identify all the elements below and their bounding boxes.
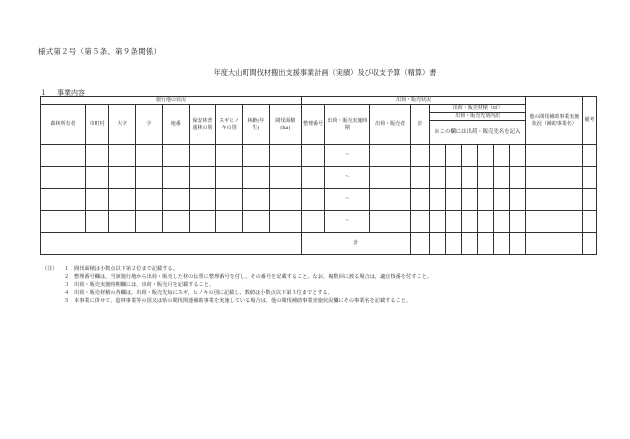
document-title: 年度大山町間伐材搬出支援事業計画（実績）及び収支予算（精算）書 [213,68,437,77]
cell-buyer[interactable] [370,145,411,167]
cell-species[interactable] [216,189,243,211]
cell-oaza[interactable] [109,167,136,189]
cell-sales-period[interactable]: ～ [325,145,370,167]
cell-volume-2[interactable] [446,189,462,211]
col-destination-breakdown: 出荷・販売先別内訳 [430,113,526,121]
cell-sales-period[interactable]: ～ [325,211,370,233]
cell-total[interactable] [410,211,429,233]
cell-protection-forest[interactable] [189,211,216,233]
cell-aza[interactable] [136,211,163,233]
note-item [42,273,432,281]
table-row [41,167,597,189]
cell-volume-2[interactable] [446,211,462,233]
cell-other-subsidy[interactable] [526,211,583,233]
note-item [42,265,432,273]
total-other-subsidy[interactable] [526,233,583,255]
note-text: 本事業に併せて，造林事業等の国又は県の間伐関連補助事業を実施している場合は，他の間伐補助事業実施状況欄にその事業名を記載すること。 [74,298,412,304]
col-oaza: 大字 [109,105,136,145]
cell-oaza[interactable] [109,189,136,211]
cell-volume-1[interactable] [430,211,446,233]
cell-age[interactable] [243,211,270,233]
cell-aza[interactable] [136,145,163,167]
col-sales-period: 出荷・販売実施時期 [325,105,370,145]
note-text: 間伐面積は小数点以下第２位まで記載する。 [74,266,178,272]
cell-remarks[interactable] [583,145,597,167]
cell-lot[interactable] [162,145,189,167]
cell-lot[interactable] [162,167,189,189]
total-row [41,233,597,255]
cell-ref-no[interactable] [301,145,325,167]
cell-municipality[interactable] [85,145,109,167]
cell-other-subsidy[interactable] [526,189,583,211]
cell-volume-6[interactable] [510,189,526,211]
cell-other-subsidy[interactable] [526,145,583,167]
cell-total[interactable] [410,167,429,189]
note-number: １ [64,266,70,272]
note-text: 出荷・販売材積の各欄は，出荷・販売先毎にスギ，ヒノキの別に記載し，数値は小数点以下第３位までとする。 [74,290,333,296]
header-thinning-site: 施行地の状況 [41,97,302,105]
cell-age[interactable] [243,145,270,167]
total-volume-6[interactable] [510,233,526,255]
total-sum[interactable] [410,233,429,255]
note-number: ４ [64,290,70,296]
cell-lot[interactable] [162,189,189,211]
col-age: 林齢(年生) [243,105,270,145]
cell-ref-no[interactable] [301,211,325,233]
cell-volume-2[interactable] [446,167,462,189]
cell-volume-3[interactable] [462,211,478,233]
note-number: ５ [64,298,70,304]
note-text: 整理番号欄は，当該施行地から出荷・販売した材の伝票に整理番号を付し，その番号を記載すること。なお，複数回に渡る場合は，適宜枝番を付すこと。 [74,274,432,280]
note-item [42,289,432,297]
header-other-subsidy: 他の間伐補助事業実施状況（補助事業名） [526,97,583,145]
col-timber-volume: 出荷・販売材積（㎥） [430,105,526,113]
cell-ref-no[interactable] [301,167,325,189]
notes [42,265,432,305]
cell-buyer[interactable] [370,189,411,211]
cell-municipality[interactable] [85,167,109,189]
cell-volume-6[interactable] [510,145,526,167]
cell-owner[interactable] [41,189,86,211]
total-volume-3[interactable] [462,233,478,255]
cell-thinning-area[interactable] [269,167,301,189]
cell-owner[interactable] [41,211,86,233]
cell-volume-5[interactable] [494,145,510,167]
cell-protection-forest[interactable] [189,189,216,211]
project-table [40,96,597,255]
cell-volume-5[interactable] [494,167,510,189]
cell-thinning-area[interactable] [269,145,301,167]
col-protection-forest: 保安林普通林の別 [189,105,216,145]
note-text: 出荷・販売実施時期欄には，出荷・販売月を記載すること。 [74,282,215,288]
total-volume-4[interactable] [478,233,494,255]
cell-species[interactable] [216,145,243,167]
note-number: ３ [64,282,70,288]
cell-sales-period[interactable]: ～ [325,167,370,189]
cell-other-subsidy[interactable] [526,167,583,189]
notes-label: （注） [42,266,58,272]
cell-volume-5[interactable] [494,189,510,211]
total-volume-1[interactable] [430,233,446,255]
note-item [42,281,432,289]
col-destination-note: ※この欄には出荷・販売先名を記入 [430,121,526,145]
cell-oaza[interactable] [109,211,136,233]
cell-thinning-area[interactable] [269,189,301,211]
table-row [41,211,597,233]
cell-municipality[interactable] [85,211,109,233]
cell-thinning-area[interactable] [269,211,301,233]
cell-owner[interactable] [41,145,86,167]
cell-municipality[interactable] [85,189,109,211]
col-aza: 字 [136,105,163,145]
col-municipality: 市町村 [85,105,109,145]
cell-species[interactable] [216,167,243,189]
cell-aza[interactable] [136,167,163,189]
cell-volume-3[interactable] [462,145,478,167]
col-lot: 地番 [162,105,189,145]
cell-volume-2[interactable] [446,145,462,167]
cell-lot[interactable] [162,211,189,233]
cell-volume-1[interactable] [430,167,446,189]
cell-aza[interactable] [136,189,163,211]
total-label: 計 [301,233,410,255]
note-item [42,297,432,305]
col-ref-no: 整理番号 [301,105,325,145]
total-blank [41,233,302,255]
cell-buyer[interactable] [370,167,411,189]
cell-volume-5[interactable] [494,211,510,233]
section-label: 事業内容 [57,89,85,97]
col-thinning-area: 間伐面積(ha) [269,105,301,145]
col-species: スギヒノキの別 [216,105,243,145]
cell-remarks[interactable] [583,167,597,189]
cell-volume-1[interactable] [430,189,446,211]
cell-remarks[interactable] [583,189,597,211]
cell-volume-4[interactable] [478,145,494,167]
cell-volume-3[interactable] [462,167,478,189]
section-number: １ [40,89,47,97]
total-volume-2[interactable] [446,233,462,255]
cell-age[interactable] [243,189,270,211]
total-remarks[interactable] [583,233,597,255]
cell-volume-6[interactable] [510,211,526,233]
cell-volume-6[interactable] [510,167,526,189]
cell-species[interactable] [216,211,243,233]
cell-oaza[interactable] [109,145,136,167]
cell-remarks[interactable] [583,211,597,233]
cell-total[interactable] [410,189,429,211]
cell-protection-forest[interactable] [189,167,216,189]
col-owner: 森林所有者 [41,105,86,145]
table-row [41,189,597,211]
header-remarks: 備考 [583,97,597,145]
table-row [41,145,597,167]
cell-buyer[interactable] [370,211,411,233]
cell-volume-3[interactable] [462,189,478,211]
cell-volume-4[interactable] [478,189,494,211]
cell-sales-period[interactable]: ～ [325,189,370,211]
cell-age[interactable] [243,167,270,189]
form-number: 様式第２号（第５条、第９条関係） [38,47,162,56]
header-shipment-status: 出荷・販売状況 [301,97,525,105]
note-number: ２ [64,274,70,280]
col-total: 計 [410,105,429,145]
total-volume-5[interactable] [494,233,510,255]
cell-volume-4[interactable] [478,167,494,189]
cell-volume-4[interactable] [478,211,494,233]
cell-protection-forest[interactable] [189,145,216,167]
cell-total[interactable] [410,145,429,167]
cell-ref-no[interactable] [301,189,325,211]
cell-owner[interactable] [41,167,86,189]
cell-volume-1[interactable] [430,145,446,167]
col-buyer: 出荷・販売者 [370,105,411,145]
